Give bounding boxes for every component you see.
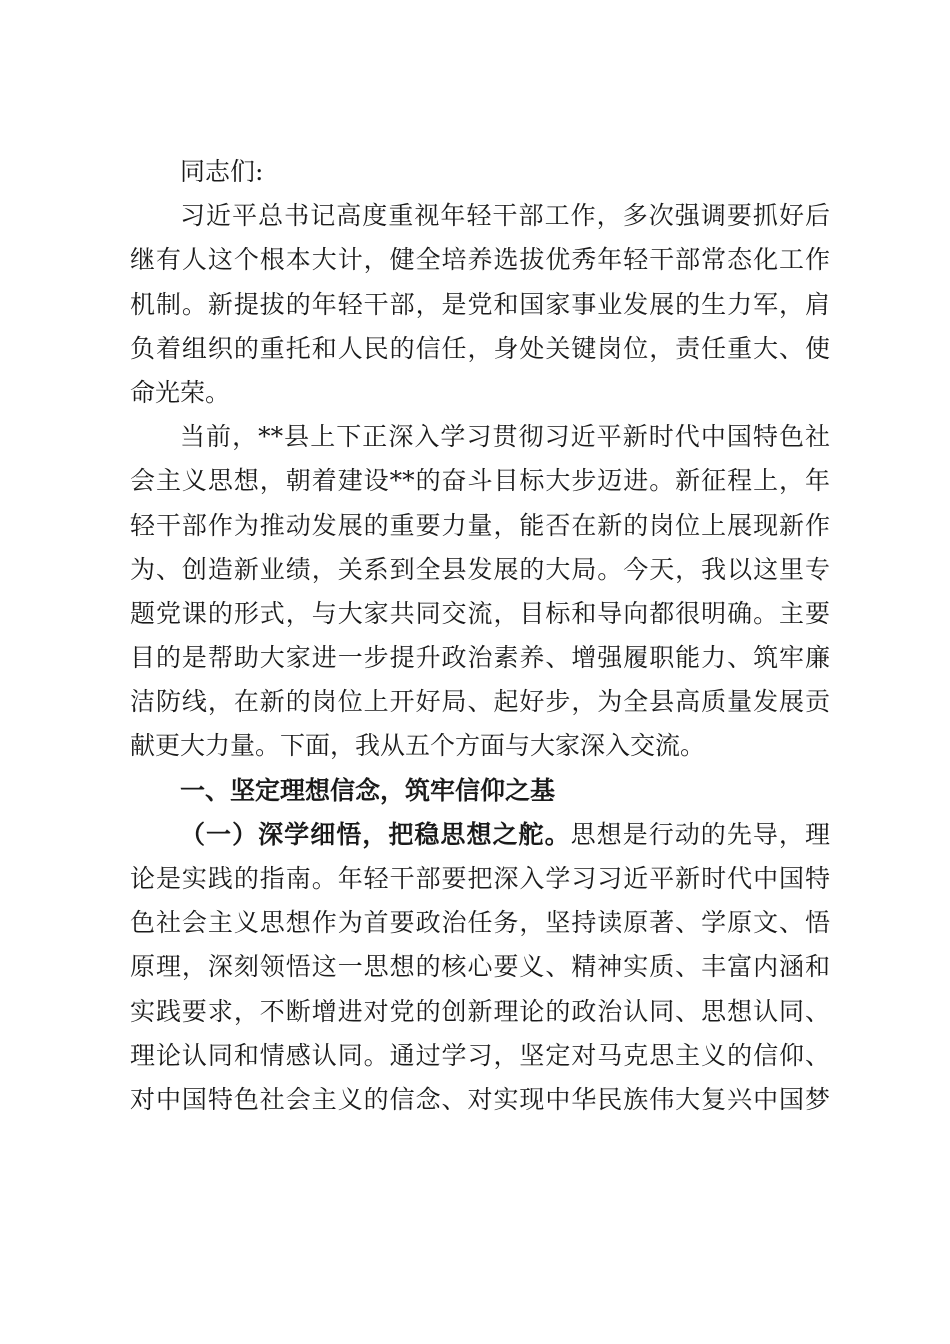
- paragraph-line: 献更大力量。下面，我从五个方面与大家深入交流。: [130, 731, 706, 761]
- paragraph-line: 习近平总书记高度重视年轻干部工作，多次强调要抓好后: [180, 201, 830, 231]
- lead-text: 思想是行动的先导，理: [570, 819, 830, 849]
- paragraph-line: 实践要求，不断增进对党的创新理论的政治认同、思想认同、: [130, 996, 830, 1026]
- paragraph-line: 当前，**县上下正深入学习贯彻习近平新时代中国特色社: [180, 422, 830, 452]
- paragraph-lead-line: [130, 813, 830, 857]
- paragraph-line: 为、创造新业绩，关系到全县发展的大局。今天，我以这里专: [130, 554, 830, 584]
- paragraph-line: 色社会主义思想作为首要政治任务，坚持读原著、学原文、悟: [130, 908, 830, 938]
- document-page: [130, 150, 830, 1122]
- paragraph-3: [130, 813, 830, 1122]
- paragraph-line: 机制。新提拔的年轻干部，是党和国家事业发展的生力军，肩: [130, 289, 830, 319]
- paragraph-line: 对中国特色社会主义的信念、对实现中华民族伟大复兴中国梦: [130, 1084, 830, 1114]
- paragraph-line: 原理，深刻领悟这一思想的核心要义、精神实质、丰富内涵和: [130, 952, 830, 982]
- paragraph-line: 论是实践的指南。年轻干部要把深入学习习近平新时代中国特: [130, 864, 830, 893]
- paragraph-line: 会主义思想，朝着建设**的奋斗目标大步迈进。新征程上，年: [130, 466, 830, 496]
- paragraph-line: 命光荣。: [130, 377, 231, 407]
- paragraph-line: 目的是帮助大家进一步提升政治素养、增强履职能力、筑牢廉: [130, 643, 830, 673]
- paragraph-line: 轻干部作为推动发展的重要力量，能否在新的岗位上展现新作: [130, 510, 830, 540]
- salutation: 同志们:: [180, 157, 264, 186]
- paragraph-line: 题党课的形式，与大家共同交流，目标和导向都很明确。主要: [130, 598, 830, 628]
- paragraph-1: [130, 194, 830, 415]
- paragraph-line: 负着组织的重托和人民的信任，身处关键岗位，责任重大、使: [130, 333, 830, 363]
- paragraph-line: 继有人这个根本大计，健全培养选拔优秀年轻干部常态化工作: [130, 245, 830, 275]
- subheading-bold: （一）深学细悟，把稳思想之舵。: [180, 819, 571, 849]
- section-heading-1: 一、坚定理想信念，筑牢信仰之基: [180, 775, 556, 805]
- paragraph-2: [130, 415, 830, 769]
- paragraph-line: 洁防线，在新的岗位上开好局、起好步，为全县高质量发展贡: [130, 687, 830, 717]
- paragraph-line: 理论认同和情感认同。通过学习，坚定对马克思主义的信仰、: [130, 1040, 830, 1070]
